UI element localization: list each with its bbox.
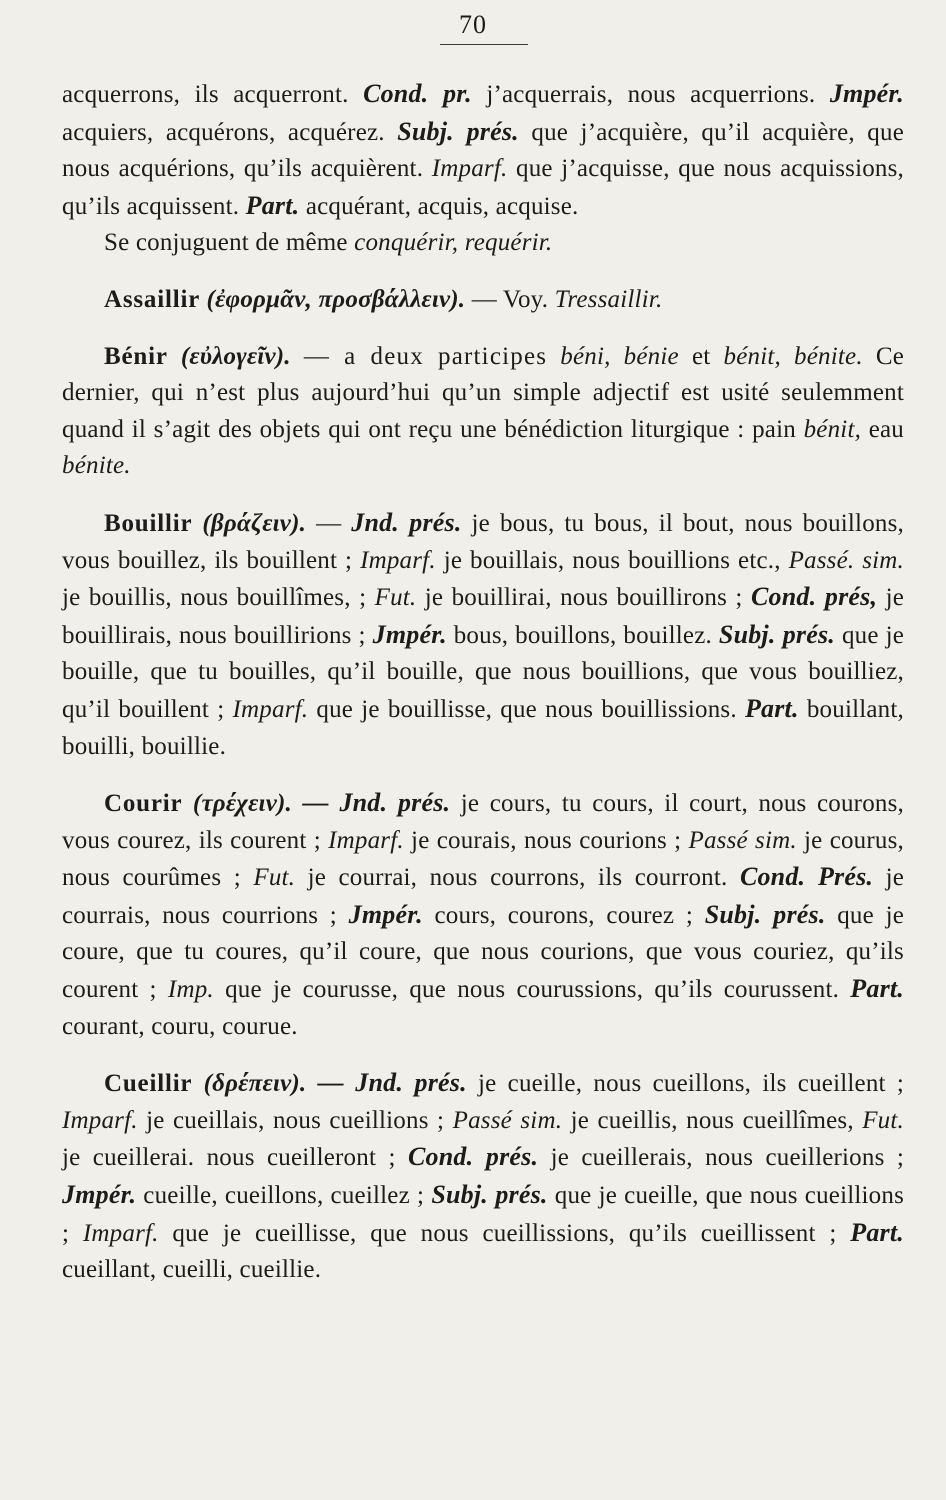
entry-headword: Cueillir <box>104 1070 193 1098</box>
tense-label: Cond. Prés. <box>739 862 874 892</box>
tense-label: Jnd. prés. <box>351 507 462 537</box>
intro-paragraph: acquerrons, ils acquerront. Cond. pr. j’acquerrais, nous acquerrions. Jmpér. acquiers, acquérons, acquérez. Subj. prés. que j’acquière, qu’il acquière, que nous acquérions, qu’ils acquièrent. Imparf. que j’acquisse, que nous acquissions, qu’ils acquissent. Part. acquérant, acquis, acquise. <box>62 79 904 220</box>
tense-label: Jmpér. <box>829 79 904 108</box>
tense-label: Subj. prés. <box>397 116 519 146</box>
tense-label: — Jnd. prés. <box>302 788 451 818</box>
tense-label: — Jnd. prés. <box>317 1068 467 1098</box>
entry-headword: Assaillir <box>104 285 201 313</box>
tense-label: Subj. prés. <box>431 1180 548 1210</box>
tense-label: Jmpér. <box>348 899 423 929</box>
tense-label: Part. <box>850 1217 904 1247</box>
tense-label: Cond. prés, <box>750 582 878 612</box>
entry-benir: Bénir (εὐλογεῖν). — a deux participes béni, bénie et bénit, bénite. Ce dernier, qui n’est plus aujourd’hui qu’un simple adjectif est usité seulemment quand il s’agit des objets qui ont reçu une bénédiction liturgique : pain bénit, eau bénite. <box>62 342 905 480</box>
page-number: 70 <box>459 10 487 39</box>
tense-label: Part. <box>245 190 300 220</box>
tense-label: Cond. pr. <box>363 79 472 108</box>
tense-label: Imparf. <box>360 546 436 574</box>
tense-label: Passé sim. <box>688 826 797 854</box>
greek-gloss: (τρέχειν). <box>192 790 292 818</box>
entry-assaillir: Assaillir (ἐφορμᾶν, προσβάλλειν). — Voy. Tressaillir. <box>104 285 663 313</box>
tense-label: Imp. <box>167 976 214 1004</box>
tense-label: Passé sim. <box>452 1106 563 1134</box>
tense-label: Imparf. <box>232 695 309 723</box>
tense-label: Cond. prés. <box>407 1142 539 1172</box>
intro-same-line: Se conjuguent de même conquérir, requérir. <box>104 229 553 257</box>
page-text <box>62 76 904 1309</box>
tense-label: Imparf. <box>431 155 508 183</box>
tense-label: Part. <box>744 693 799 723</box>
tense-label: Subj. prés. <box>718 619 836 649</box>
tense-label: Subj. prés. <box>704 899 826 929</box>
greek-gloss: (εὐλογεῖν). <box>180 342 291 370</box>
tense-label: Fut. <box>253 864 296 892</box>
tense-label: Jmpér. <box>372 619 447 649</box>
greek-gloss: (ἐφορμᾶν, προσβάλλειν). <box>206 285 466 313</box>
tense-label: Jmpér. <box>62 1180 137 1210</box>
tense-label: Imparf. <box>62 1106 138 1134</box>
page-number-rule <box>440 44 528 45</box>
entry-headword: Courir <box>104 790 183 818</box>
entry-bouillir: Bouillir (βράζειν). — Jnd. prés. je bous, tu bous, il bout, nous bouillons, vous bouillez, ils bouillent ; Imparf. je bouillais, nous bouillions etc., Passé. sim. je bouillis, nous bouillîmes, ; Fut. je bouillirai, nous bouillirons ; Cond. prés, je bouillirais, nous bouillirions ; Jmpér. bous, bouillons, bouillez. Subj. prés. que je bouille, que tu bouilles, qu’il bouille, que nous bouillions, que vous bouilliez, qu’il bouillent ; Imparf. que je bouillisse, que nous bouillissions. Part. bouillant, bouilli, bouillie. <box>62 507 905 760</box>
tense-label: Part. <box>850 974 905 1004</box>
tense-label: Imparf. <box>328 826 404 854</box>
entry-headword: Bénir <box>104 342 168 370</box>
entry-cueillir: Cueillir (δρέπειν). — Jnd. prés. je cueille, nous cueillons, ils cueillent ; Imparf. je cueillais, nous cueillions ; Passé sim. je cueillis, nous cueillîmes, Fut. je cueillerai. nous cueilleront ; Cond. prés. je cueillerais, nous cueillerions ; Jmpér. cueille, cueillons, cueillez ; Subj. prés. que je cueille, que nous cueillions ; Imparf. que je cueillisse, que nous cueillissions, qu’ils cueillissent ; Part. cueillant, cueilli, cueillie. <box>62 1068 905 1284</box>
tense-label: Fut. <box>374 584 417 612</box>
tense-label: Imparf. <box>82 1219 159 1247</box>
tense-label: Fut. <box>862 1106 904 1134</box>
greek-gloss: (βράζειν). <box>202 509 307 537</box>
entry-headword: Bouillir <box>104 509 193 537</box>
greek-gloss: (δρέπειν). <box>203 1070 307 1098</box>
entry-courir: Courir (τρέχειν). — Jnd. prés. je cours, tu cours, il court, nous courons, vous courez, ils courent ; Imparf. je courais, nous courions ; Passé sim. je courus, nous courûmes ; Fut. je courrai, nous courrons, ils courront. Cond. Prés. je courrais, nous courrions ; Jmpér. cours, courons, courez ; Subj. prés. que je coure, que tu coures, qu’il coure, que nous courions, que vous couriez, qu’ils courent ; Imp. que je courusse, que nous courussions, qu’ils courussent. Part. courant, couru, courue. <box>62 788 905 1040</box>
tense-label: Passé. sim. <box>788 546 905 574</box>
